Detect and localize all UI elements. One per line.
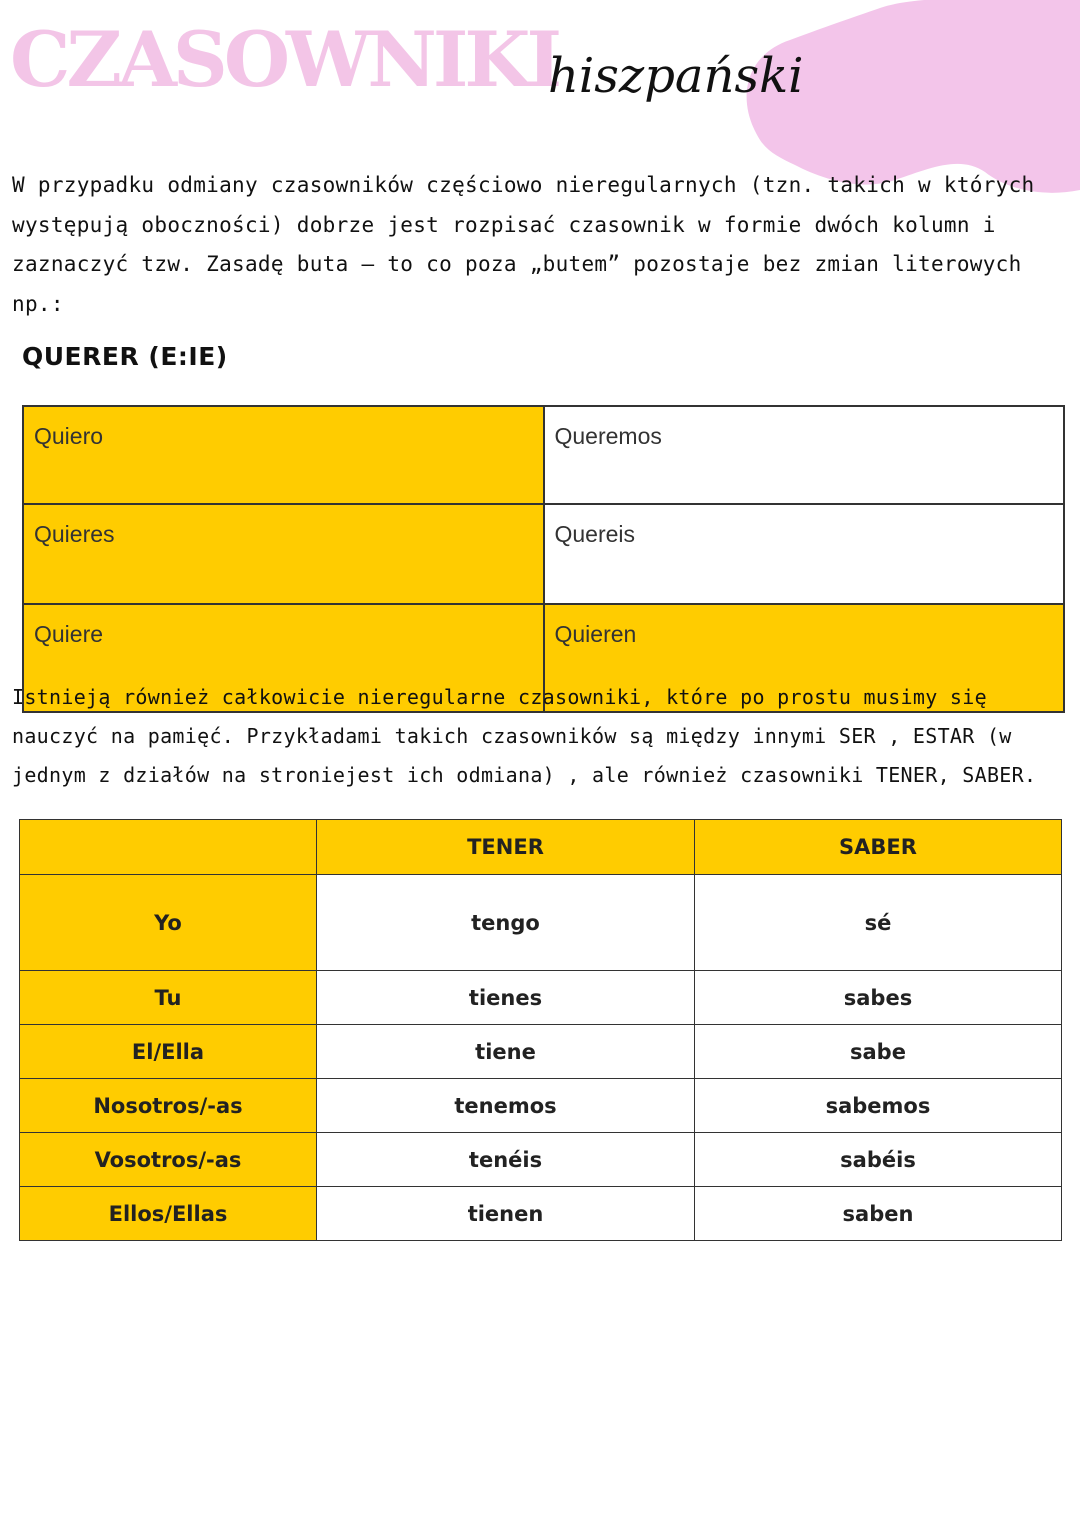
saber-cell: sabe [695,1025,1062,1079]
table-row [20,1079,1062,1133]
pronoun-cell: Yo [20,875,317,971]
page-title: CZASOWNIKI [10,15,558,104]
table-header-row [20,820,1062,875]
page-subtitle: hiszpański [548,48,804,104]
querer-cell: Quiero [23,406,544,504]
table-row [20,1187,1062,1241]
saber-cell: sabéis [695,1133,1062,1187]
pronoun-cell: Tu [20,971,317,1025]
table-row [23,406,1064,504]
tener-cell: tenéis [317,1133,695,1187]
tener-cell: tienen [317,1187,695,1241]
pronoun-cell: Vosotros/-as [20,1133,317,1187]
tener-cell: tiene [317,1025,695,1079]
querer-heading: QUERER (E:IE) [22,342,228,371]
table-row [23,504,1064,604]
pronoun-cell: Nosotros/-as [20,1079,317,1133]
saber-cell: sabes [695,971,1062,1025]
irregular-paragraph: Istnieją również całkowicie nieregularne czasowniki, które po prostu musimy się nauczyć na pamięć. Przykładami takich czasowników są między innymi SER , ESTAR (w jednym z działów na stroniejest ich odmiana) , ale również czasowniki TENER, SABER. [12,685,1037,787]
querer-cell: Queremos [544,406,1065,504]
querer-cell: Quieres [23,504,544,604]
querer-cell: Quereis [544,504,1065,604]
conjugation-table [19,819,1062,1241]
header-cell-saber: SABER [695,820,1062,875]
querer-table [22,405,1065,713]
table-row [20,1133,1062,1187]
pronoun-cell: El/Ella [20,1025,317,1079]
pronoun-cell: Ellos/Ellas [20,1187,317,1241]
header-cell-tener: TENER [317,820,695,875]
table-row [20,875,1062,971]
table-row [20,971,1062,1025]
saber-cell: saben [695,1187,1062,1241]
querer-cell: Quiere [23,604,544,712]
tener-cell: tenemos [317,1079,695,1133]
tener-cell: tengo [317,875,695,971]
header-cell-empty [20,820,317,875]
table-row [20,1025,1062,1079]
intro-paragraph: W przypadku odmiany czasowników częściowo nieregularnych (tzn. takich w których występują oboczności) dobrze jest rozpisać czasownik w formie dwóch kolumn i zaznaczyć tzw. Zasadę buta – to co poza „butem” pozostaje bez zmian literowych np.: [12,173,1035,316]
saber-cell: sé [695,875,1062,971]
tener-cell: tienes [317,971,695,1025]
saber-cell: sabemos [695,1079,1062,1133]
querer-cell: Quieren [544,604,1065,712]
